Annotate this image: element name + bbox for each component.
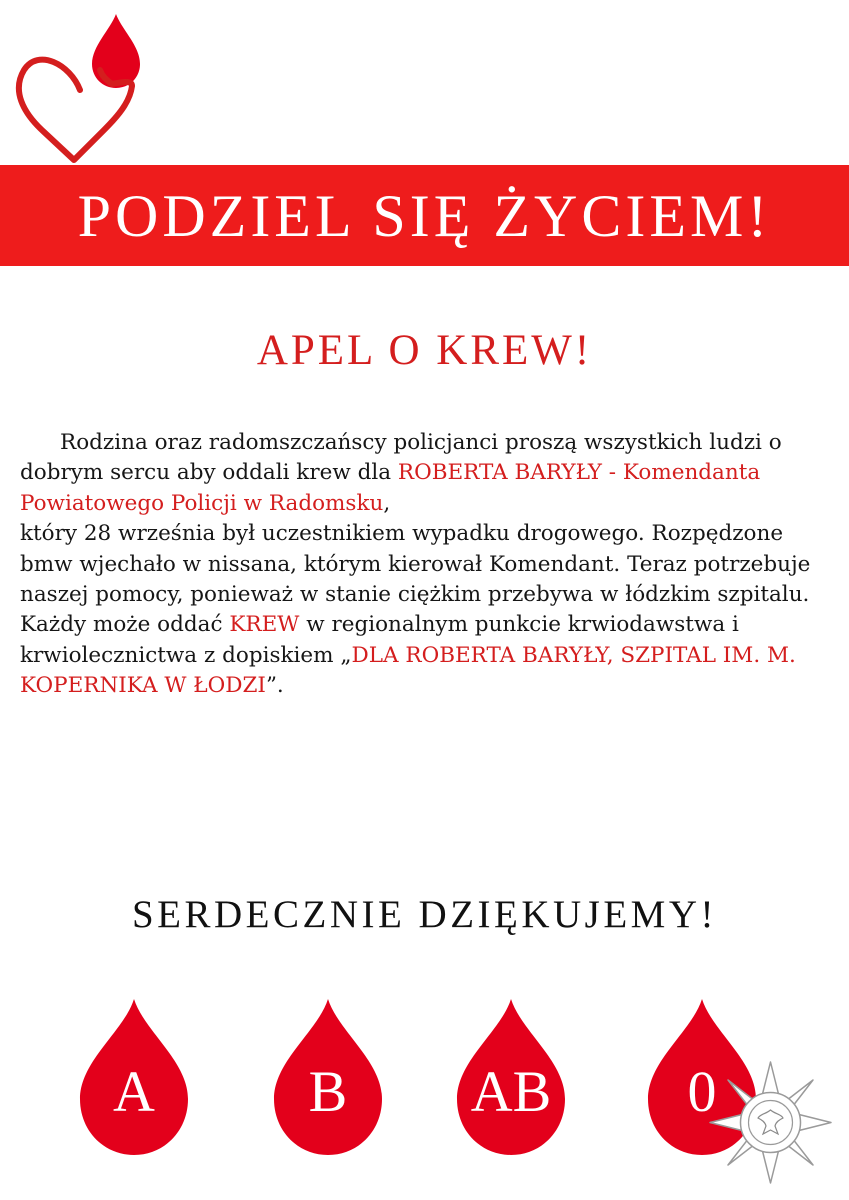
appeal-paragraph-3	[20, 610, 835, 701]
krew-highlight: KREW	[229, 612, 300, 638]
blood-drop-ab	[455, 995, 567, 1157]
blood-type-label: AB	[470, 1059, 552, 1124]
police-emblem-icon	[708, 1060, 833, 1185]
donate-end: ”.	[265, 673, 284, 699]
title-banner	[0, 165, 849, 266]
heart-blood-drop-icon	[14, 8, 144, 168]
donation-note: DLA ROBERTA BARYŁY, SZPITAL IM. M. KOPERNIKA W ŁODZI	[20, 642, 796, 699]
appeal-paragraph-1	[20, 428, 835, 519]
appeal-intro: Rodzina oraz radomszczańscy policjanci proszą wszystkich ludzi o dobrym sercu aby oddali krew dla	[20, 430, 782, 486]
appeal-text	[20, 428, 835, 702]
donate-middle: w regionalnym punkcie krwiodawstwa i krwiolecznictwa z dopiskiem „	[20, 612, 739, 668]
appeal-intro-end: ,	[383, 490, 391, 516]
blood-type-label: 0	[687, 1059, 717, 1124]
blood-drop-b	[272, 995, 384, 1157]
appeal-paragraph-2: który 28 września był uczestnikiem wypadku drogowego. Rozpędzone bmw wjechało w nissana, którym kierował Komendant. Teraz potrzebuje naszej pomocy, ponieważ w stanie ciężkim przebywa w łódzkim szpitalu.	[20, 521, 811, 608]
blood-drop-a	[78, 995, 190, 1157]
blood-type-label: A	[113, 1059, 155, 1124]
page-subtitle: APEL O KREW!	[256, 327, 593, 374]
donate-intro: Każdy może oddać	[20, 612, 230, 638]
commander-name: ROBERTA BARYŁY - Komendanta Powiatowego Policji w Radomsku	[20, 460, 761, 516]
blood-type-label: B	[308, 1059, 348, 1124]
thanks-heading: SERDECZNIE DZIĘKUJEMY!	[131, 893, 718, 936]
banner-title: PODZIEL SIĘ ŻYCIEM!	[77, 182, 772, 249]
